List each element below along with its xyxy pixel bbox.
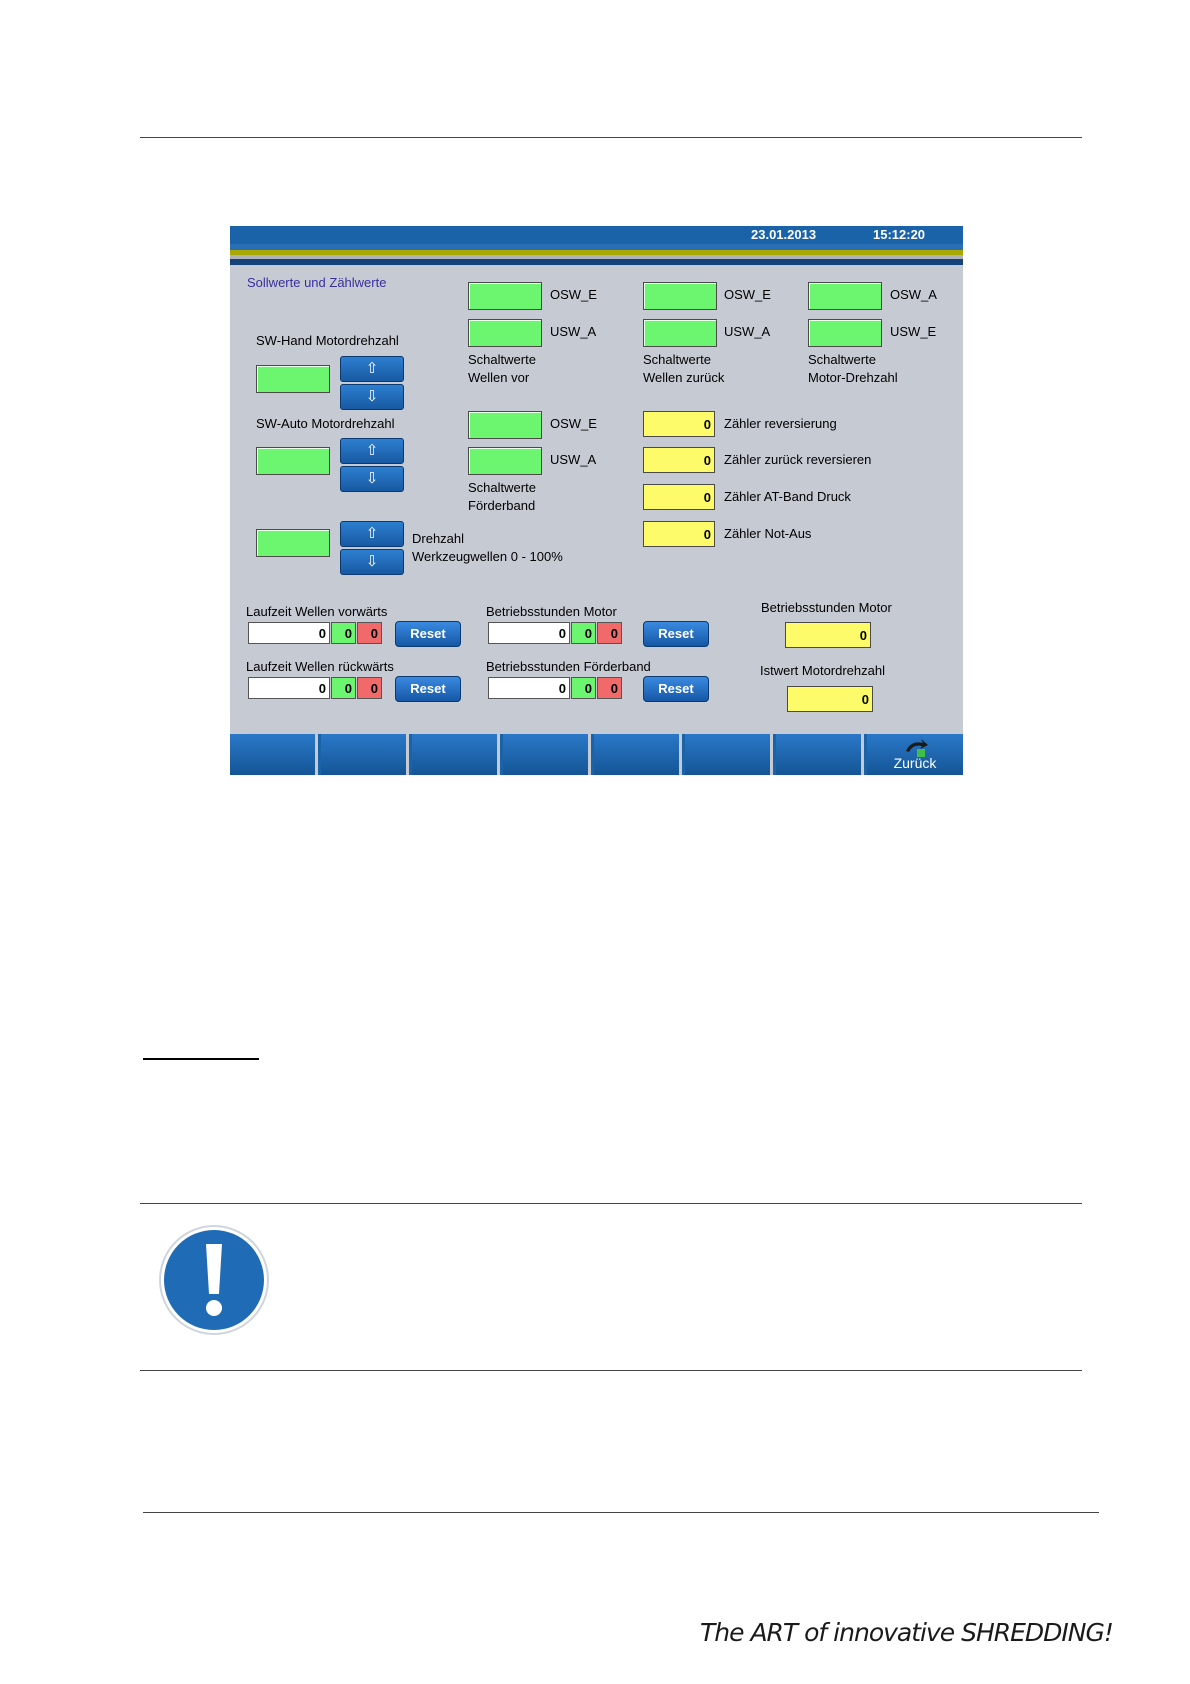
wellen-zurueck-caption2: Wellen zurück (643, 370, 725, 385)
counter-label: Zähler Not-Aus (724, 526, 812, 541)
back-button[interactable] (867, 734, 963, 775)
runtime-seconds: 0 (597, 677, 622, 699)
sw-hand-up-button[interactable]: ⇧ (340, 356, 404, 382)
runtime-hours: 0 (488, 622, 570, 644)
foerderband-caption1: Schaltwerte (468, 480, 536, 495)
sw-hand-label: SW-Hand Motordrehzahl (256, 333, 399, 348)
motor-drehzahl-osw-label: OSW_A (890, 287, 937, 302)
sw-hand-field[interactable] (256, 365, 330, 393)
drehzahl-up-button[interactable]: ⇧ (340, 521, 404, 547)
heading-underline (143, 1058, 259, 1060)
wellen-zurueck-usw-label: USW_A (724, 324, 771, 339)
runtime-seconds: 0 (357, 677, 382, 699)
motor-drehzahl-osw-field[interactable] (808, 282, 882, 310)
wellen-vor-osw-label: OSW_E (550, 287, 597, 302)
wellen-vor-caption2: Wellen vor (468, 370, 530, 385)
foerderband-usw-field[interactable] (468, 447, 542, 475)
drehzahl-field[interactable] (256, 529, 330, 557)
runtime-label: Laufzeit Wellen vorwärts (246, 604, 388, 619)
counter-value: 0 (643, 484, 715, 510)
wellen-vor-usw-label: USW_A (550, 324, 597, 339)
betriebsstunden-motor-value: 0 (785, 622, 871, 648)
sw-auto-field[interactable] (256, 447, 330, 475)
foerderband-caption2: Förderband (468, 498, 536, 513)
runtime-hours: 0 (248, 622, 330, 644)
footer-rule (143, 1512, 1099, 1513)
motor-drehzahl-usw-field[interactable] (808, 319, 882, 347)
motor-drehzahl-usw-label: USW_E (890, 324, 937, 339)
back-button-label: Zurück (893, 755, 937, 771)
notice-top-rule (140, 1203, 1082, 1204)
istwert-label: Istwert Motordrehzahl (760, 663, 885, 678)
sw-auto-down-button[interactable]: ⇩ (340, 466, 404, 492)
function-key-2[interactable] (321, 734, 409, 775)
drehzahl-label-line2: Werkzeugwellen 0 - 100% (412, 549, 563, 564)
hmi-top-bar (230, 226, 963, 244)
motor-drehzahl-caption2: Motor-Drehzahl (808, 370, 898, 385)
wellen-vor-caption1: Schaltwerte (468, 352, 536, 367)
drehzahl-label-line1: Drehzahl (412, 531, 465, 546)
function-key-5[interactable] (594, 734, 682, 775)
function-key-7[interactable] (776, 734, 864, 775)
function-key-1[interactable] (230, 734, 318, 775)
drehzahl-down-button[interactable]: ⇩ (340, 549, 404, 575)
wellen-vor-osw-field[interactable] (468, 282, 542, 310)
hmi-screen (230, 226, 963, 775)
runtime-label: Betriebsstunden Motor (486, 604, 617, 619)
reset-button[interactable]: Reset (395, 676, 461, 702)
runtime-hours: 0 (248, 677, 330, 699)
runtime-seconds: 0 (597, 622, 622, 644)
foerderband-osw-field[interactable] (468, 411, 542, 439)
counter-label: Zähler reversierung (724, 416, 837, 431)
function-key-3[interactable] (412, 734, 500, 775)
sw-auto-up-button[interactable]: ⇧ (340, 438, 404, 464)
wellen-zurueck-usw-field[interactable] (643, 319, 717, 347)
runtime-minutes: 0 (571, 677, 596, 699)
reset-button[interactable]: Reset (395, 621, 461, 647)
time-display: 15:12:20 (873, 227, 926, 242)
function-key-bar (230, 734, 963, 775)
notice-bottom-rule (140, 1370, 1082, 1371)
wellen-zurueck-caption1: Schaltwerte (643, 352, 711, 367)
screen-title: Sollwerte und Zählwerte (247, 275, 387, 290)
brand-slogan: The ART of innovative SHREDDING! (700, 1618, 1113, 1647)
runtime-minutes: 0 (571, 622, 596, 644)
counter-label: Zähler zurück reversieren (724, 452, 872, 467)
function-key-4[interactable] (503, 734, 591, 775)
stripe-navy (230, 259, 963, 265)
reset-button[interactable]: Reset (643, 676, 709, 702)
wellen-zurueck-osw-label: OSW_E (724, 287, 771, 302)
exclamation-icon (158, 1224, 270, 1336)
reset-button[interactable]: Reset (643, 621, 709, 647)
wellen-zurueck-osw-field[interactable] (643, 282, 717, 310)
runtime-minutes: 0 (331, 622, 356, 644)
counter-value: 0 (643, 521, 715, 547)
runtime-label: Laufzeit Wellen rückwärts (246, 659, 394, 674)
counter-value: 0 (643, 447, 715, 473)
sw-hand-down-button[interactable]: ⇩ (340, 384, 404, 410)
counter-value: 0 (643, 411, 715, 437)
function-key-6[interactable] (685, 734, 773, 775)
istwert-value: 0 (787, 686, 873, 712)
runtime-hours: 0 (488, 677, 570, 699)
foerderband-osw-label: OSW_E (550, 416, 597, 431)
sw-auto-label: SW-Auto Motordrehzahl (256, 416, 395, 431)
runtime-label: Betriebsstunden Förderband (486, 659, 651, 674)
betriebsstunden-motor-label: Betriebsstunden Motor (761, 600, 892, 615)
wellen-vor-usw-field[interactable] (468, 319, 542, 347)
header-rule (140, 137, 1082, 138)
motor-drehzahl-caption1: Schaltwerte (808, 352, 876, 367)
date-display: 23.01.2013 (751, 227, 817, 242)
runtime-seconds: 0 (357, 622, 382, 644)
counter-label: Zähler AT-Band Druck (724, 489, 851, 504)
foerderband-usw-label: USW_A (550, 452, 597, 467)
runtime-minutes: 0 (331, 677, 356, 699)
